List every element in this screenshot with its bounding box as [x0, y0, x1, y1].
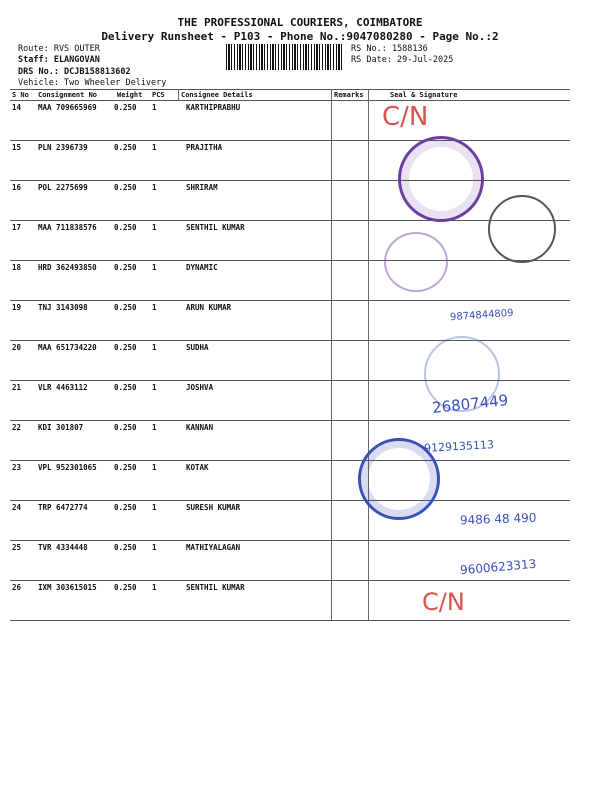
col-sno: S No	[12, 91, 29, 99]
sno-cell: 21	[12, 383, 22, 392]
consignment-cell: VPL 952301065	[38, 463, 97, 472]
pcs-cell: 1	[152, 463, 157, 472]
sno-cell: 20	[12, 343, 22, 352]
pcs-cell: 1	[152, 423, 157, 432]
consignee-cell: MATHIYALAGAN	[186, 543, 241, 552]
pcs-cell: 1	[152, 263, 157, 272]
pcs-cell: 1	[152, 503, 157, 512]
consignment-cell: POL 2275699	[38, 183, 88, 192]
col-seal-signature: Seal & Signature	[390, 91, 458, 99]
handwriting-phone-row21: 26807449	[431, 391, 510, 417]
weight-cell: 0.250	[114, 423, 137, 432]
consignment-cell: TRP 6472774	[38, 503, 88, 512]
consignee-cell: KOTAK	[186, 463, 209, 472]
rs-number: RS No.: 1588136	[351, 44, 428, 54]
sno-cell: 25	[12, 543, 22, 552]
consignment-cell: IXM 303615015	[38, 583, 97, 592]
weight-cell: 0.250	[114, 303, 137, 312]
purple-faded-stamp	[384, 232, 448, 292]
sno-cell: 17	[12, 223, 22, 232]
pcs-cell: 1	[152, 183, 157, 192]
handwriting-phone-row22: 9129135113	[423, 438, 495, 455]
pcs-cell: 1	[152, 343, 157, 352]
weight-cell: 0.250	[114, 103, 137, 112]
col-pcs: PCS	[152, 91, 165, 99]
weight-cell: 0.250	[114, 383, 137, 392]
consignment-cell: MAA 651734220	[38, 343, 97, 352]
consignee-cell: PRAJITHA	[186, 143, 223, 152]
pcs-cell: 1	[152, 383, 157, 392]
sno-cell: 19	[12, 303, 22, 312]
handwriting-phone-row19: 9874844809	[449, 307, 514, 324]
consignment-cell: VLR 4463112	[38, 383, 88, 392]
weight-cell: 0.250	[114, 143, 137, 152]
weight-cell: 0.250	[114, 503, 137, 512]
pcs-cell: 1	[152, 143, 157, 152]
col-consignment: Consignment No	[38, 91, 98, 99]
consignee-cell: ARUN KUMAR	[186, 303, 232, 312]
weight-cell: 0.250	[114, 343, 137, 352]
col-consignee: Consignee Details	[181, 91, 253, 99]
handwriting-phone-row25: 9600623313	[459, 556, 537, 578]
round-seal-stamp	[488, 195, 556, 263]
sno-cell: 26	[12, 583, 22, 592]
consignment-cell: HRD 362493850	[38, 263, 97, 272]
handwriting-cn-row26: C/N	[422, 588, 465, 616]
consignment-cell: TVR 4334448	[38, 543, 88, 552]
sno-cell: 15	[12, 143, 22, 152]
weight-cell: 0.250	[114, 183, 137, 192]
rs-date: RS Date: 29-Jul-2025	[351, 55, 454, 65]
col-remarks: Remarks	[334, 91, 364, 99]
table-header-line	[10, 100, 570, 101]
consignee-cell: SURESH KUMAR	[186, 503, 241, 512]
consignee-cell: SENTHIL KUMAR	[186, 223, 245, 232]
table-top-line	[10, 89, 570, 90]
sno-cell: 18	[12, 263, 22, 272]
consignee-cell: SUDHA	[186, 343, 209, 352]
consignment-cell: MAA 711838576	[38, 223, 97, 232]
consignee-cell: KARTHIPRABHU	[186, 103, 241, 112]
sno-cell: 23	[12, 463, 22, 472]
shriram-finance-stamp	[398, 136, 484, 222]
consignment-cell: PLN 2396739	[38, 143, 88, 152]
pcs-cell: 1	[152, 583, 157, 592]
vehicle-text: Vehicle: Two Wheeler Delivery	[18, 78, 167, 88]
sno-cell: 14	[12, 103, 22, 112]
weight-cell: 0.250	[114, 583, 137, 592]
consignee-cell: SENTHIL KUMAR	[186, 583, 245, 592]
weight-cell: 0.250	[114, 263, 137, 272]
weight-cell: 0.250	[114, 543, 137, 552]
sno-cell: 22	[12, 423, 22, 432]
sno-cell: 24	[12, 503, 22, 512]
pcs-cell: 1	[152, 303, 157, 312]
sno-cell: 16	[12, 183, 22, 192]
pcs-cell: 1	[152, 223, 157, 232]
consignee-cell: KANNAN	[186, 423, 214, 432]
consignment-cell: KDI 301807	[38, 423, 84, 432]
route-text: Route: RVS OUTER	[18, 44, 100, 54]
consignee-cell: JOSHVA	[186, 383, 214, 392]
consignment-cell: MAA 709665969	[38, 103, 97, 112]
runsheet-subtitle: Delivery Runsheet - P103 - Phone No.:9047080280 - Page No.:2	[101, 30, 499, 43]
consignee-cell: DYNAMIC	[186, 263, 218, 272]
barcode	[226, 44, 344, 70]
weight-cell: 0.250	[114, 223, 137, 232]
weight-cell: 0.250	[114, 463, 137, 472]
pcs-cell: 1	[152, 103, 157, 112]
consignee-cell: SHRIRAM	[186, 183, 218, 192]
consignment-cell: TNJ 3143098	[38, 303, 88, 312]
handwriting-cn-row14: C/N	[382, 102, 429, 132]
pcs-cell: 1	[152, 543, 157, 552]
drs-text: DRS No.: DCJB158813602	[18, 67, 131, 77]
staff-text: Staff: ELANGOVAN	[18, 55, 100, 65]
handwriting-phone-row24: 9486 48 490	[459, 510, 537, 528]
col-weight: Weight	[117, 91, 143, 99]
company-title: THE PROFESSIONAL COURIERS, COIMBATORE	[177, 16, 423, 29]
